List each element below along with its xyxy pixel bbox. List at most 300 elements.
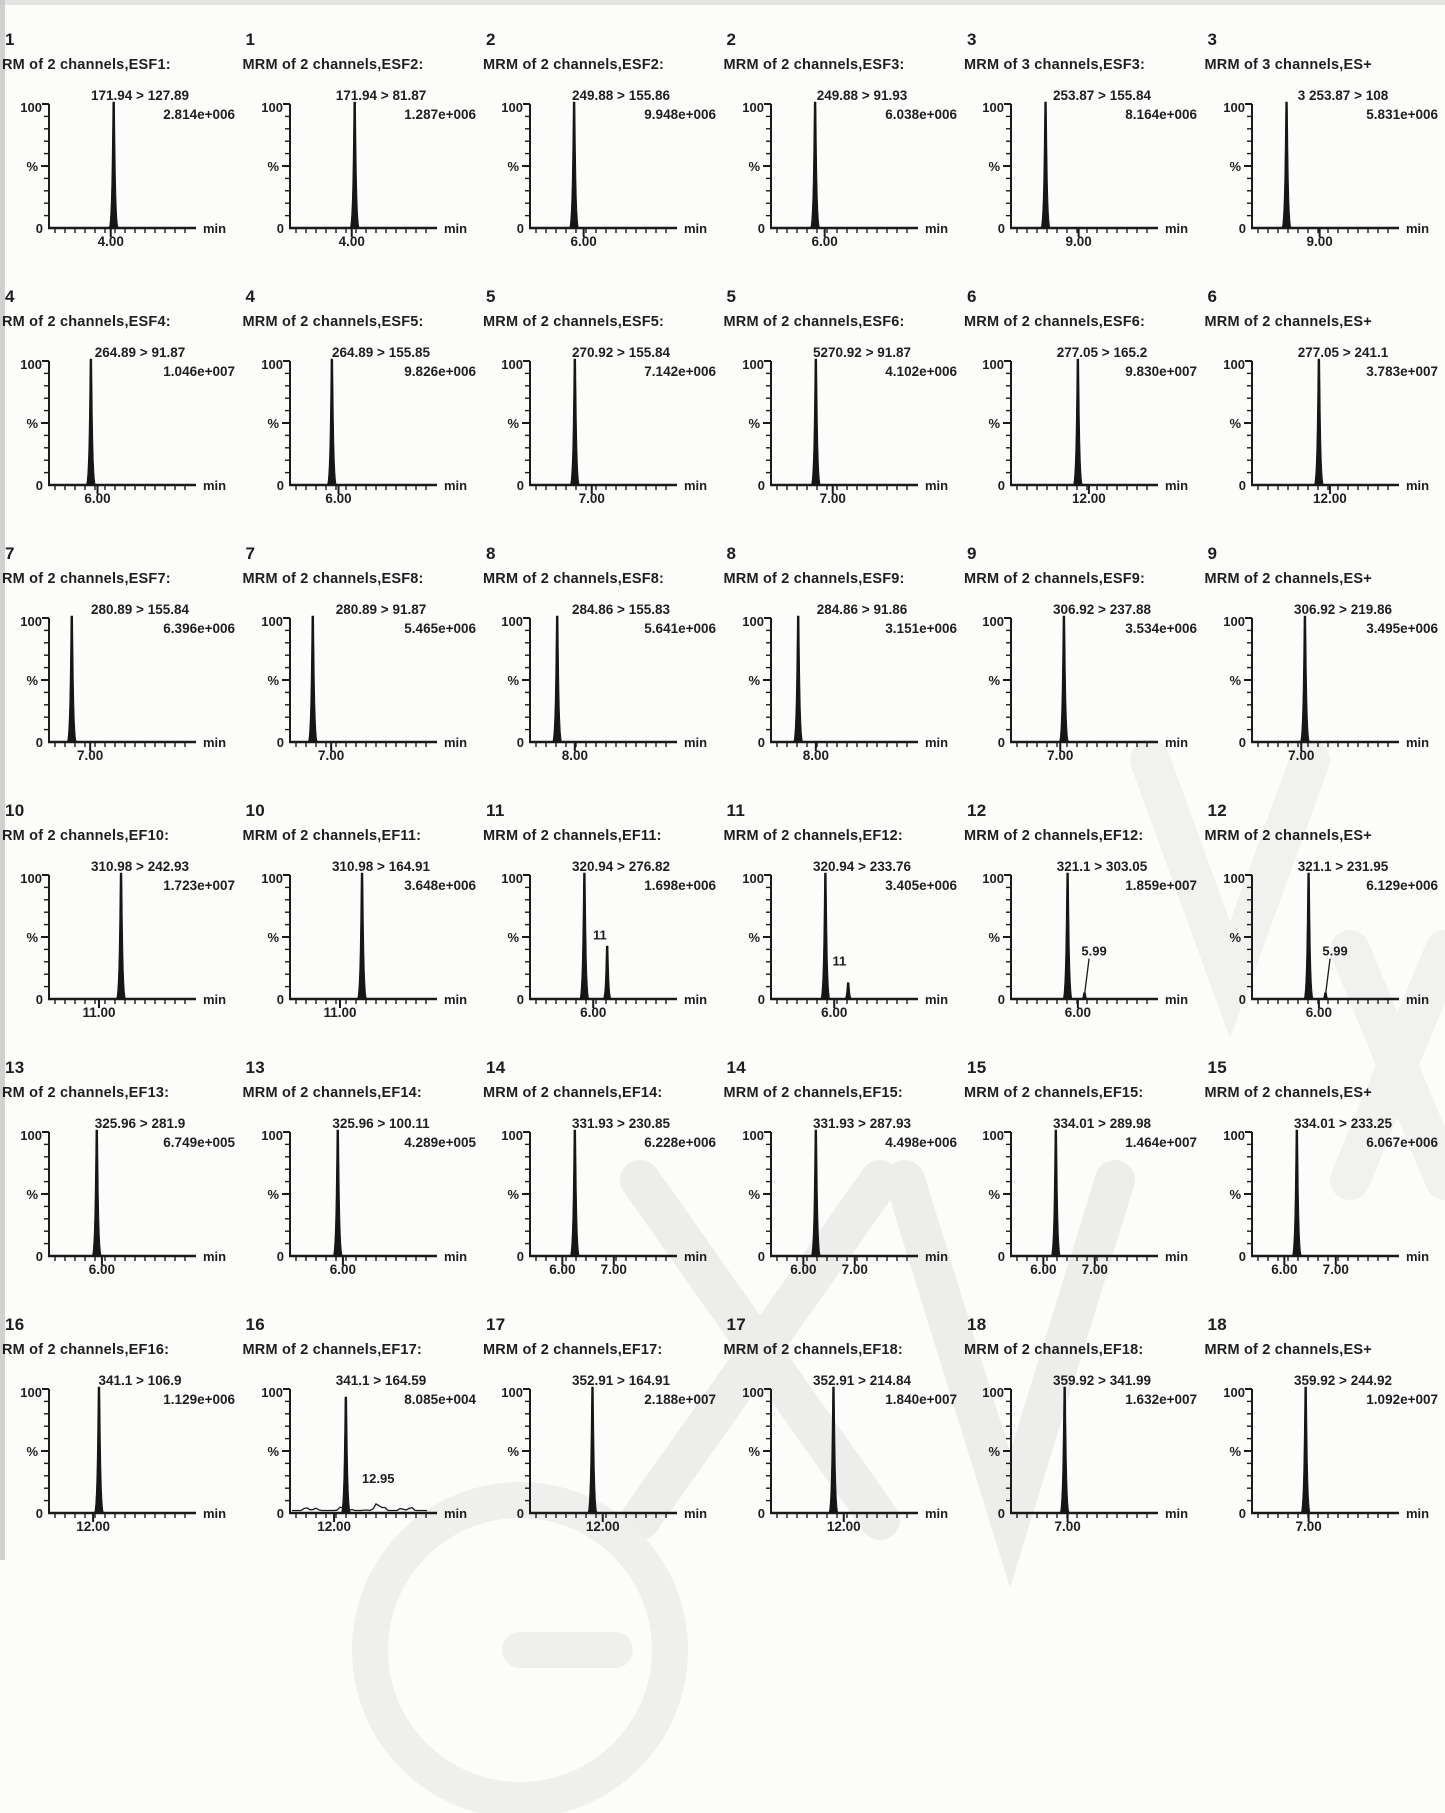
chromatogram-plot — [964, 1114, 1204, 1292]
chromatogram-plot — [483, 857, 723, 1035]
intensity-value: 1.859e+007 — [1125, 878, 1197, 893]
intensity-value: 6.129e+006 — [1365, 878, 1438, 893]
transition-label: 249.88 > 91.93 — [816, 88, 907, 103]
channel-header: MRM of 2 channels,ESF3: — [723, 57, 905, 73]
compound-number: 15 — [967, 1058, 987, 1077]
x-tick-label: 7.00 — [1287, 748, 1314, 763]
y-axis-zero-label: 0 — [1238, 478, 1246, 493]
y-axis-percent-label: % — [507, 416, 519, 431]
y-axis-zero-label: 0 — [757, 735, 765, 750]
y-axis-zero-label: 0 — [516, 1506, 524, 1521]
channel-header: RM of 2 channels,ESF4: — [2, 314, 171, 330]
chromatogram-panel — [243, 544, 484, 801]
transition-label: 341.1 > 106.9 — [98, 1373, 182, 1388]
intensity-value: 1.464e+007 — [1125, 1135, 1197, 1150]
y-axis-zero-label: 0 — [276, 221, 284, 236]
channel-header: MRM of 2 channels,ES+ — [1204, 1085, 1372, 1101]
y-axis-percent-label: % — [988, 1187, 1000, 1202]
transition-label: 359.92 > 341.99 — [1053, 1373, 1151, 1388]
y-axis-zero-label: 0 — [35, 478, 43, 493]
y-axis-100-label: 100 — [20, 1385, 42, 1400]
y-axis-100-label: 100 — [741, 357, 764, 372]
y-axis-percent-label: % — [26, 159, 38, 174]
intensity-value: 4.289e+005 — [403, 1135, 476, 1150]
channel-header: MRM of 2 channels,ES+ — [1204, 828, 1372, 844]
compound-number: 15 — [1207, 1058, 1228, 1077]
channel-header: MRM of 2 channels,ESF8: — [483, 571, 665, 587]
x-axis-unit-label: min — [1165, 735, 1189, 750]
x-tick-label: 7.00 — [819, 491, 846, 506]
chromatogram-plot — [483, 600, 723, 778]
x-axis-unit-label: min — [684, 1506, 708, 1521]
x-axis-unit-label: min — [924, 221, 948, 236]
x-axis-unit-label: min — [203, 1506, 227, 1521]
chromatogram-plot — [964, 86, 1204, 264]
y-axis-100-label: 100 — [260, 100, 283, 115]
y-axis-zero-label: 0 — [757, 221, 765, 236]
transition-label: 280.89 > 155.84 — [91, 602, 189, 617]
y-axis-zero-label: 0 — [276, 478, 284, 493]
x-axis-unit-label: min — [1405, 478, 1429, 493]
peak-annotation: 12.95 — [361, 1471, 394, 1487]
y-axis-zero-label: 0 — [35, 735, 43, 750]
chromatogram-plot — [2, 857, 242, 1035]
x-axis-unit-label: min — [924, 1249, 948, 1264]
transition-label: 320.94 > 233.76 — [812, 859, 911, 874]
compound-number: 2 — [486, 30, 496, 49]
x-tick-label: 7.00 — [1047, 748, 1074, 763]
transition-label: 264.89 > 155.85 — [331, 345, 430, 360]
transition-label: 310.98 > 242.93 — [91, 859, 189, 874]
compound-number: 7 — [245, 544, 256, 563]
x-axis-unit-label: min — [443, 992, 467, 1007]
x-tick-label: 7.00 — [841, 1262, 868, 1277]
chromatogram-panel — [964, 801, 1205, 1058]
y-axis-percent-label: % — [26, 673, 38, 688]
chromatogram-panel — [724, 1315, 965, 1572]
compound-number: 18 — [967, 1315, 987, 1334]
chromatogram-panel — [724, 30, 965, 287]
y-axis-100-label: 100 — [741, 871, 764, 886]
y-axis-100-label: 100 — [20, 100, 42, 115]
x-axis-unit-label: min — [1405, 735, 1429, 750]
chromatogram-panel — [483, 1315, 724, 1572]
channel-header: MRM of 2 channels,EF17: — [483, 1342, 663, 1358]
x-tick-label: 6.00 — [549, 1262, 576, 1277]
y-axis-100-label: 100 — [1222, 100, 1245, 115]
chromatogram-grid — [2, 30, 1445, 1572]
y-axis-zero-label: 0 — [997, 1506, 1005, 1521]
y-axis-zero-label: 0 — [516, 1249, 524, 1264]
intensity-value: 3.151e+006 — [884, 621, 957, 636]
compound-number: 9 — [1207, 544, 1218, 563]
x-tick-label: 7.00 — [1054, 1519, 1081, 1534]
compound-number: 8 — [726, 544, 737, 563]
intensity-value: 3.534e+006 — [1125, 621, 1197, 636]
y-axis-zero-label: 0 — [1238, 1506, 1246, 1521]
y-axis-100-label: 100 — [501, 1385, 523, 1400]
transition-label: 284.86 > 91.86 — [816, 602, 907, 617]
chromatogram-plot — [964, 857, 1204, 1035]
compound-number: 5 — [486, 287, 496, 306]
chromatogram-plot — [243, 86, 483, 264]
y-axis-percent-label: % — [988, 673, 1000, 688]
y-axis-100-label: 100 — [741, 1385, 764, 1400]
x-tick-label: 7.00 — [1081, 1262, 1108, 1277]
y-axis-percent-label: % — [1228, 1187, 1241, 1202]
intensity-value: 6.067e+006 — [1365, 1135, 1438, 1150]
channel-header: MRM of 2 channels,EF14: — [242, 1085, 422, 1101]
compound-number: 5 — [726, 287, 737, 306]
compound-number: 12 — [1207, 801, 1228, 820]
y-axis-100-label: 100 — [20, 871, 42, 886]
x-axis-unit-label: min — [1405, 1506, 1429, 1521]
y-axis-100-label: 100 — [982, 1385, 1004, 1400]
y-axis-percent-label: % — [266, 930, 279, 945]
compound-number: 18 — [1207, 1315, 1228, 1334]
chromatogram-plot — [724, 1371, 964, 1549]
y-axis-100-label: 100 — [20, 1128, 42, 1143]
intensity-value: 6.396e+006 — [163, 621, 235, 636]
channel-header: MRM of 3 channels,ES+ — [1204, 57, 1372, 73]
chromatogram-plot — [243, 1371, 483, 1549]
chromatogram-panel — [1205, 1058, 1445, 1315]
x-tick-label: 6.00 — [820, 1005, 847, 1020]
x-tick-label: 6.00 — [1270, 1262, 1297, 1277]
channel-header: MRM of 2 channels,ESF8: — [242, 571, 424, 587]
y-axis-zero-label: 0 — [997, 221, 1005, 236]
y-axis-100-label: 100 — [982, 357, 1004, 372]
x-axis-unit-label: min — [684, 992, 708, 1007]
x-axis-unit-label: min — [203, 1249, 227, 1264]
chromatogram-plot — [724, 1114, 964, 1292]
y-axis-percent-label: % — [507, 1444, 519, 1459]
intensity-value: 1.840e+007 — [884, 1392, 957, 1407]
channel-header: MRM of 2 channels,EF17: — [242, 1342, 422, 1358]
x-axis-unit-label: min — [1165, 1249, 1189, 1264]
x-axis-unit-label: min — [924, 735, 948, 750]
intensity-value: 1.287e+006 — [403, 107, 476, 122]
transition-label: 5270.92 > 91.87 — [812, 345, 911, 360]
channel-header: MRM of 3 channels,ESF3: — [964, 57, 1146, 73]
x-axis-unit-label: min — [1165, 1506, 1189, 1521]
chromatogram-panel — [483, 287, 724, 544]
y-axis-percent-label: % — [988, 930, 1000, 945]
y-axis-percent-label: % — [1228, 416, 1241, 431]
compound-number: 9 — [967, 544, 977, 563]
chromatogram-panel — [483, 801, 724, 1058]
channel-header: MRM of 2 channels,ES+ — [1204, 314, 1372, 330]
y-axis-zero-label: 0 — [276, 735, 284, 750]
chromatogram-plot — [2, 600, 242, 778]
intensity-value: 1.698e+006 — [644, 878, 716, 893]
transition-label: 331.93 > 287.93 — [812, 1116, 911, 1131]
transition-label: 334.01 > 233.25 — [1293, 1116, 1392, 1131]
compound-number: 16 — [5, 1315, 25, 1334]
y-axis-100-label: 100 — [20, 614, 42, 629]
x-tick-label: 12.00 — [1072, 491, 1106, 506]
chromatogram-plot — [483, 1114, 723, 1292]
chromatogram-plot — [1205, 600, 1445, 778]
y-axis-percent-label: % — [266, 673, 279, 688]
y-axis-percent-label: % — [507, 159, 519, 174]
peak-annotation: 11 — [831, 953, 846, 969]
transition-label: 325.96 > 100.11 — [331, 1116, 430, 1131]
transition-label: 352.91 > 164.91 — [572, 1373, 670, 1388]
chromatogram-plot — [1205, 857, 1445, 1035]
transition-label: 3 253.87 > 108 — [1297, 88, 1388, 103]
y-axis-percent-label: % — [507, 673, 519, 688]
chromatogram-panel — [2, 544, 243, 801]
chromatogram-panel — [724, 1058, 965, 1315]
chromatogram-plot — [724, 86, 964, 264]
x-tick-label: 11.00 — [82, 1005, 116, 1020]
chromatogram-panel — [483, 1058, 724, 1315]
x-tick-label: 7.00 — [317, 748, 344, 763]
y-axis-100-label: 100 — [741, 1128, 764, 1143]
y-axis-zero-label: 0 — [997, 735, 1005, 750]
y-axis-zero-label: 0 — [35, 1506, 43, 1521]
x-axis-unit-label: min — [1405, 992, 1429, 1007]
transition-label: 331.93 > 230.85 — [572, 1116, 670, 1131]
intensity-value: 4.498e+006 — [884, 1135, 957, 1150]
transition-label: 264.89 > 91.87 — [94, 345, 186, 360]
transition-label: 171.94 > 127.89 — [91, 88, 189, 103]
chromatogram-panel — [483, 544, 724, 801]
chromatogram-panel — [1205, 801, 1445, 1058]
y-axis-percent-label: % — [266, 159, 279, 174]
transition-label: 306.92 > 237.88 — [1053, 602, 1151, 617]
intensity-value: 6.228e+006 — [644, 1135, 716, 1150]
channel-header: MRM of 2 channels,EF11: — [242, 828, 422, 844]
x-tick-label: 6.00 — [1305, 1005, 1332, 1020]
x-tick-label: 11.00 — [322, 1005, 357, 1020]
x-axis-unit-label: min — [924, 1506, 948, 1521]
x-tick-label: 7.00 — [1294, 1519, 1322, 1534]
channel-header: MRM of 2 channels,EF18: — [723, 1342, 903, 1358]
intensity-value: 9.826e+006 — [403, 364, 476, 379]
x-tick-label: 6.00 — [570, 234, 597, 249]
channel-header: MRM of 2 channels,EF15: — [964, 1085, 1144, 1101]
intensity-value: 5.641e+006 — [644, 621, 716, 636]
transition-label: 277.05 > 165.2 — [1056, 345, 1148, 360]
transition-label: 280.89 > 91.87 — [335, 602, 426, 617]
intensity-value: 1.092e+007 — [1365, 1392, 1438, 1407]
peak-annotation: 5.99 — [1321, 943, 1348, 959]
x-tick-label: 12.00 — [585, 1519, 620, 1534]
intensity-value: 5.831e+006 — [1365, 107, 1438, 122]
x-axis-unit-label: min — [924, 992, 948, 1007]
intensity-value: 1.632e+007 — [1125, 1392, 1197, 1407]
compound-number: 1 — [245, 30, 256, 49]
compound-number: 1 — [5, 30, 15, 49]
y-axis-zero-label: 0 — [1238, 221, 1246, 236]
intensity-value: 8.085e+004 — [403, 1392, 476, 1407]
x-axis-unit-label: min — [1405, 221, 1429, 236]
y-axis-percent-label: % — [747, 159, 760, 174]
y-axis-percent-label: % — [747, 416, 760, 431]
chromatogram-panel — [243, 30, 484, 287]
y-axis-percent-label: % — [747, 1444, 760, 1459]
compound-number: 4 — [5, 287, 15, 306]
chromatogram-panel — [724, 544, 965, 801]
y-axis-percent-label: % — [747, 1187, 760, 1202]
x-axis-unit-label: min — [924, 478, 948, 493]
transition-label: 270.92 > 155.84 — [572, 345, 670, 360]
transition-label: 359.92 > 244.92 — [1293, 1373, 1392, 1388]
x-axis-unit-label: min — [443, 1506, 467, 1521]
x-axis-unit-label: min — [684, 478, 708, 493]
y-axis-100-label: 100 — [1222, 357, 1245, 372]
intensity-value: 3.783e+007 — [1365, 364, 1438, 379]
intensity-value: 3.405e+006 — [884, 878, 957, 893]
y-axis-100-label: 100 — [982, 100, 1004, 115]
channel-header: MRM of 2 channels,ES+ — [1204, 1342, 1372, 1358]
x-tick-label: 7.00 — [1322, 1262, 1349, 1277]
scan-edge-top — [0, 0, 1445, 5]
x-axis-unit-label: min — [443, 735, 467, 750]
y-axis-percent-label: % — [26, 416, 38, 431]
compound-number: 13 — [5, 1058, 25, 1077]
compound-number: 14 — [726, 1058, 747, 1077]
y-axis-100-label: 100 — [1222, 614, 1245, 629]
y-axis-zero-label: 0 — [1238, 735, 1246, 750]
y-axis-zero-label: 0 — [757, 478, 765, 493]
transition-label: 321.1 > 303.05 — [1056, 859, 1148, 874]
intensity-value: 4.102e+006 — [884, 364, 957, 379]
y-axis-percent-label: % — [988, 416, 1000, 431]
y-axis-zero-label: 0 — [1238, 992, 1246, 1007]
channel-header: MRM of 2 channels,ESF2: — [242, 57, 424, 73]
x-tick-label: 4.00 — [97, 234, 124, 249]
channel-header: MRM of 2 channels,ES+ — [1204, 571, 1372, 587]
channel-header: MRM of 2 channels,ESF2: — [483, 57, 665, 73]
y-axis-zero-label: 0 — [997, 478, 1005, 493]
y-axis-zero-label: 0 — [276, 1506, 284, 1521]
x-axis-unit-label: min — [1165, 221, 1189, 236]
y-axis-100-label: 100 — [260, 871, 283, 886]
compound-number: 7 — [5, 544, 15, 563]
chromatogram-panel — [243, 1315, 484, 1572]
y-axis-100-label: 100 — [741, 614, 764, 629]
chromatogram-panel — [1205, 1315, 1445, 1572]
x-tick-label: 8.00 — [561, 748, 588, 763]
compound-number: 16 — [245, 1315, 266, 1334]
compound-number: 6 — [1207, 287, 1218, 306]
channel-header: MRM of 2 channels,EF12: — [723, 828, 903, 844]
channel-header: RM of 2 channels,EF13: — [2, 1085, 170, 1101]
y-axis-100-label: 100 — [1222, 1128, 1245, 1143]
peak-annotation: 5.99 — [1081, 943, 1107, 959]
chromatogram-plot — [1205, 1371, 1445, 1549]
compound-number: 10 — [5, 801, 25, 820]
y-axis-100-label: 100 — [501, 357, 523, 372]
y-axis-100-label: 100 — [260, 1128, 283, 1143]
chromatogram-plot — [243, 857, 483, 1035]
compound-number: 4 — [245, 287, 256, 306]
x-tick-label: 6.00 — [1030, 1262, 1057, 1277]
channel-header: MRM of 2 channels,EF11: — [483, 828, 662, 844]
intensity-value: 3.495e+006 — [1365, 621, 1438, 636]
y-axis-zero-label: 0 — [35, 1249, 43, 1264]
intensity-value: 2.188e+007 — [644, 1392, 716, 1407]
y-axis-percent-label: % — [1228, 1444, 1241, 1459]
chromatogram-panel — [2, 287, 243, 544]
compound-number: 17 — [486, 1315, 506, 1334]
transition-label: 277.05 > 241.1 — [1297, 345, 1388, 360]
chromatogram-plot — [964, 343, 1204, 521]
y-axis-percent-label: % — [1228, 930, 1241, 945]
x-axis-unit-label: min — [1405, 1249, 1429, 1264]
chromatogram-panel — [2, 1315, 243, 1572]
x-tick-label: 7.00 — [578, 491, 605, 506]
chromatogram-panel — [243, 287, 484, 544]
x-tick-label: 9.00 — [1065, 234, 1092, 249]
y-axis-zero-label: 0 — [997, 992, 1005, 1007]
y-axis-100-label: 100 — [501, 1128, 523, 1143]
compound-number: 17 — [726, 1315, 747, 1334]
transition-label: 320.94 > 276.82 — [572, 859, 670, 874]
channel-header: RM of 2 channels,EF10: — [2, 828, 170, 844]
chromatogram-panel — [964, 287, 1205, 544]
peak-annotation: 11 — [592, 927, 607, 943]
x-axis-unit-label: min — [203, 478, 227, 493]
chromatogram-plot — [243, 343, 483, 521]
x-tick-label: 6.00 — [88, 1262, 116, 1277]
x-axis-unit-label: min — [443, 478, 467, 493]
x-tick-label: 6.00 — [811, 234, 838, 249]
x-tick-label: 7.00 — [77, 748, 104, 763]
transition-label: 253.87 > 155.84 — [1053, 88, 1151, 103]
y-axis-zero-label: 0 — [516, 478, 524, 493]
y-axis-percent-label: % — [507, 930, 519, 945]
x-tick-label: 12.00 — [826, 1519, 861, 1534]
y-axis-percent-label: % — [266, 416, 279, 431]
chromatogram-panel — [483, 30, 724, 287]
y-axis-100-label: 100 — [501, 100, 523, 115]
chromatogram-plot — [964, 600, 1204, 778]
y-axis-zero-label: 0 — [276, 1249, 284, 1264]
x-tick-label: 7.00 — [600, 1262, 627, 1277]
transition-label: 325.96 > 281.9 — [94, 1116, 186, 1131]
y-axis-percent-label: % — [1228, 673, 1241, 688]
x-tick-label: 12.00 — [316, 1519, 351, 1534]
x-tick-label: 6.00 — [580, 1005, 607, 1020]
intensity-value: 8.164e+006 — [1125, 107, 1197, 122]
y-axis-percent-label: % — [747, 930, 760, 945]
channel-header: RM of 2 channels,ESF7: — [2, 571, 171, 587]
chromatogram-panel — [964, 30, 1205, 287]
transition-label: 334.01 > 289.98 — [1053, 1116, 1151, 1131]
compound-number: 12 — [967, 801, 987, 820]
chromatogram-plot — [1205, 86, 1445, 264]
y-axis-100-label: 100 — [20, 357, 42, 372]
chromatogram-panel — [1205, 544, 1445, 801]
chromatogram-plot — [2, 86, 242, 264]
intensity-value: 6.749e+005 — [163, 1135, 235, 1150]
y-axis-100-label: 100 — [501, 614, 523, 629]
y-axis-100-label: 100 — [260, 357, 283, 372]
y-axis-zero-label: 0 — [276, 992, 284, 1007]
y-axis-percent-label: % — [747, 673, 760, 688]
chromatogram-panel — [2, 801, 243, 1058]
channel-header: MRM of 2 channels,EF18: — [964, 1342, 1144, 1358]
channel-header: MRM of 2 channels,EF12: — [964, 828, 1144, 844]
x-tick-label: 6.00 — [329, 1262, 356, 1277]
channel-header: MRM of 2 channels,EF14: — [483, 1085, 663, 1101]
compound-number: 2 — [726, 30, 737, 49]
y-axis-percent-label: % — [266, 1187, 279, 1202]
